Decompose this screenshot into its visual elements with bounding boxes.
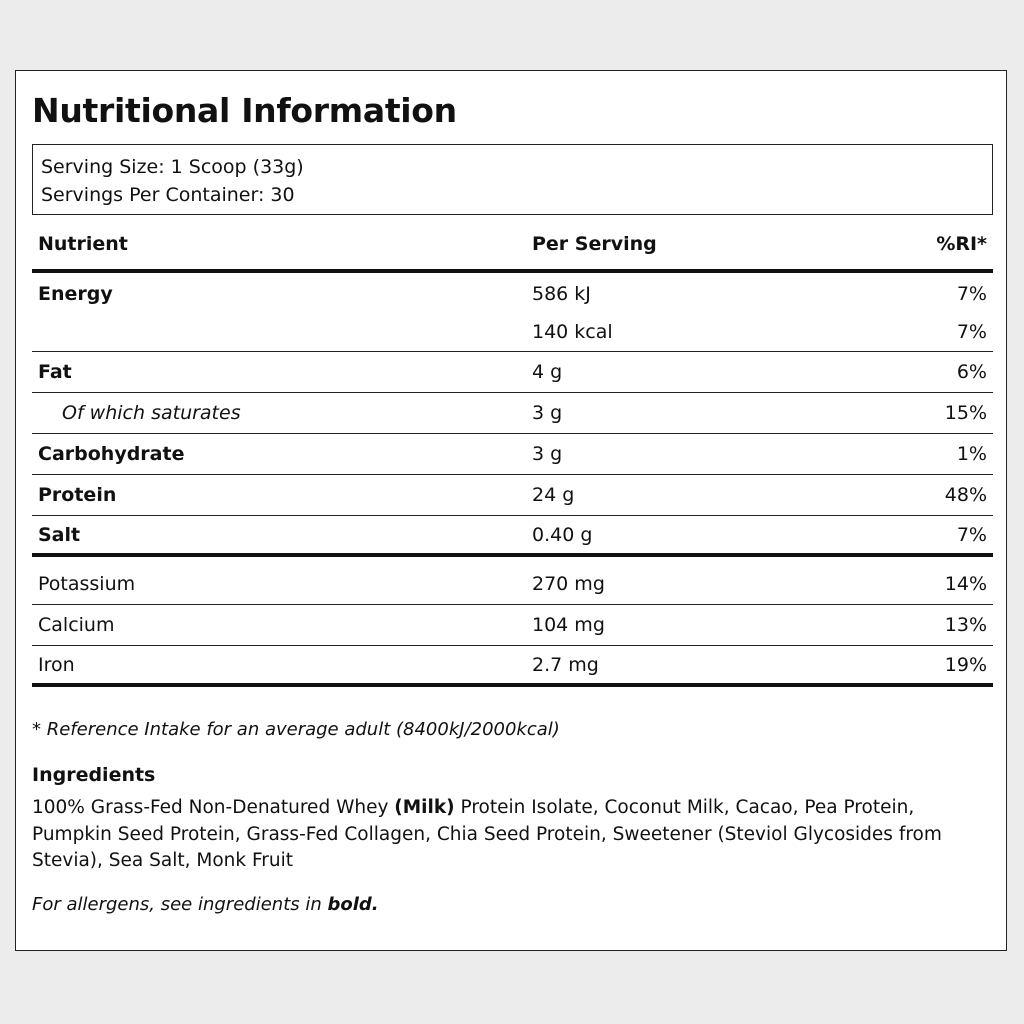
nutrient-ri: 14% (944, 572, 987, 595)
allergen-milk: (Milk) (394, 797, 455, 818)
nutrient-value: 0.40 g (532, 523, 593, 546)
nutrient-label: Energy (38, 282, 113, 305)
nutrient-value: 270 mg (532, 572, 605, 595)
ingredients-text-after: Protein Isolate, Coconut Milk, Cacao, Pea Protein, Pumpkin Seed Protein, Grass-Fed Collagen, Chia Seed Protein, Sweetener (Steviol Glycosides from Stevia), Sea Salt, Monk Fruit (32, 797, 942, 871)
nutrient-value: 24 g (532, 484, 575, 506)
nutrient-ri: 15% (944, 402, 987, 424)
table-row-energy-kcal (32, 312, 993, 352)
table-row-energy-kj (32, 273, 993, 312)
serving-info-box (32, 144, 993, 215)
nutrient-value: 4 g (532, 361, 563, 383)
nutrition-table (32, 219, 993, 687)
table-row-saturates (32, 393, 993, 434)
nutrient-ri: 13% (944, 614, 987, 636)
nutrient-ri: 1% (956, 443, 987, 465)
allergen-note (32, 894, 379, 915)
nutrient-label: Potassium (38, 572, 136, 595)
nutrient-ri: 7% (956, 320, 987, 343)
ingredients-heading: Ingredients (32, 764, 156, 786)
table-header-row (32, 219, 993, 273)
serving-size: Serving Size: 1 Scoop (33g) (41, 156, 304, 178)
table-row-salt (32, 516, 993, 557)
nutrient-ri: 6% (956, 361, 987, 383)
nutrition-label (15, 70, 1007, 951)
table-row-carbohydrate (32, 434, 993, 475)
nutrient-label: Carbohydrate (38, 443, 185, 465)
table-row-protein (32, 475, 993, 516)
nutrient-value: 2.7 mg (532, 653, 599, 676)
nutrient-label: Calcium (38, 614, 115, 636)
servings-per-container: Servings Per Container: 30 (41, 184, 295, 206)
nutrient-ri: 19% (944, 653, 987, 676)
table-row-iron (32, 646, 993, 687)
nutrient-ri: 7% (956, 523, 987, 546)
allergen-note-bold: bold. (327, 894, 379, 915)
nutrient-value: 140 kcal (532, 320, 613, 343)
header-per-serving: Per Serving (532, 233, 657, 255)
table-row-fat (32, 352, 993, 393)
table-row-calcium (32, 605, 993, 646)
header-nutrient: Nutrient (38, 233, 128, 255)
nutrient-label: Fat (38, 361, 72, 383)
nutrient-ri: 7% (956, 282, 987, 305)
ingredients-text (32, 795, 982, 875)
nutrient-label: Protein (38, 484, 117, 506)
allergen-note-text: For allergens, see ingredients in (32, 894, 328, 915)
table-row-potassium (32, 557, 993, 605)
page-title: Nutritional Information (32, 91, 457, 130)
nutrient-value: 586 kJ (532, 282, 591, 305)
nutrient-label: Iron (38, 653, 75, 676)
nutrient-label: Salt (38, 523, 81, 546)
header-ri: %RI* (936, 233, 987, 255)
nutrient-value: 3 g (532, 402, 563, 424)
nutrient-ri: 48% (944, 484, 987, 506)
ingredients-text-before: 100% Grass-Fed Non-Denatured Whey (32, 797, 395, 818)
nutrient-label: Of which saturates (62, 402, 241, 424)
reference-intake-footnote: * Reference Intake for an average adult (8400kJ/2000kcal) (32, 719, 560, 740)
nutrient-value: 3 g (532, 443, 563, 465)
nutrient-value: 104 mg (532, 614, 605, 636)
